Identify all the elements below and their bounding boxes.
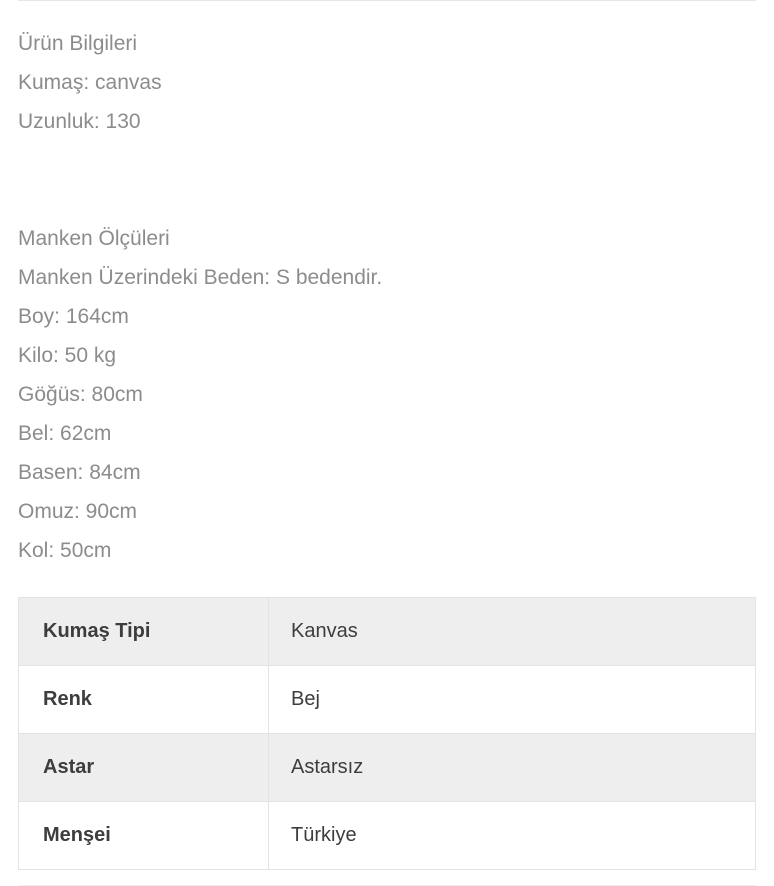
- table-row: [19, 666, 756, 734]
- model-weight-line: Kilo: 50 kg: [18, 344, 117, 367]
- model-info-heading: Manken Ölçüleri: [18, 227, 170, 250]
- product-info-line-length: Uzunluk: 130: [18, 110, 141, 133]
- model-arm-line: Kol: 50cm: [18, 539, 112, 562]
- spec-value-origin: Türkiye: [269, 802, 756, 870]
- model-measurements-block: [18, 219, 756, 570]
- table-row: [19, 598, 756, 666]
- spec-value-lining: Astarsız: [269, 734, 756, 802]
- spec-key-fabric-type: Kumaş Tipi: [19, 598, 269, 666]
- spec-key-lining: Astar: [19, 734, 269, 802]
- product-info-heading: Ürün Bilgileri: [18, 32, 138, 55]
- model-bust-line: Göğüs: 80cm: [18, 383, 143, 406]
- model-size-line: Manken Üzerindeki Beden: S bedendir.: [18, 266, 383, 289]
- spec-value-fabric-type: Kanvas: [269, 598, 756, 666]
- specification-table: [18, 597, 756, 870]
- spec-key-origin: Menşei: [19, 802, 269, 870]
- table-row: [19, 802, 756, 870]
- model-height-line: Boy: 164cm: [18, 305, 129, 328]
- model-shoulder-line: Omuz: 90cm: [18, 500, 138, 523]
- spec-key-color: Renk: [19, 666, 269, 734]
- model-hip-line: Basen: 84cm: [18, 461, 141, 484]
- model-waist-line: Bel: 62cm: [18, 422, 112, 445]
- product-info-line-fabric: Kumaş: canvas: [18, 71, 162, 94]
- table-row: [19, 734, 756, 802]
- product-info-block: [18, 24, 756, 141]
- section-spacer: [18, 141, 756, 219]
- spec-value-color: Bej: [269, 666, 756, 734]
